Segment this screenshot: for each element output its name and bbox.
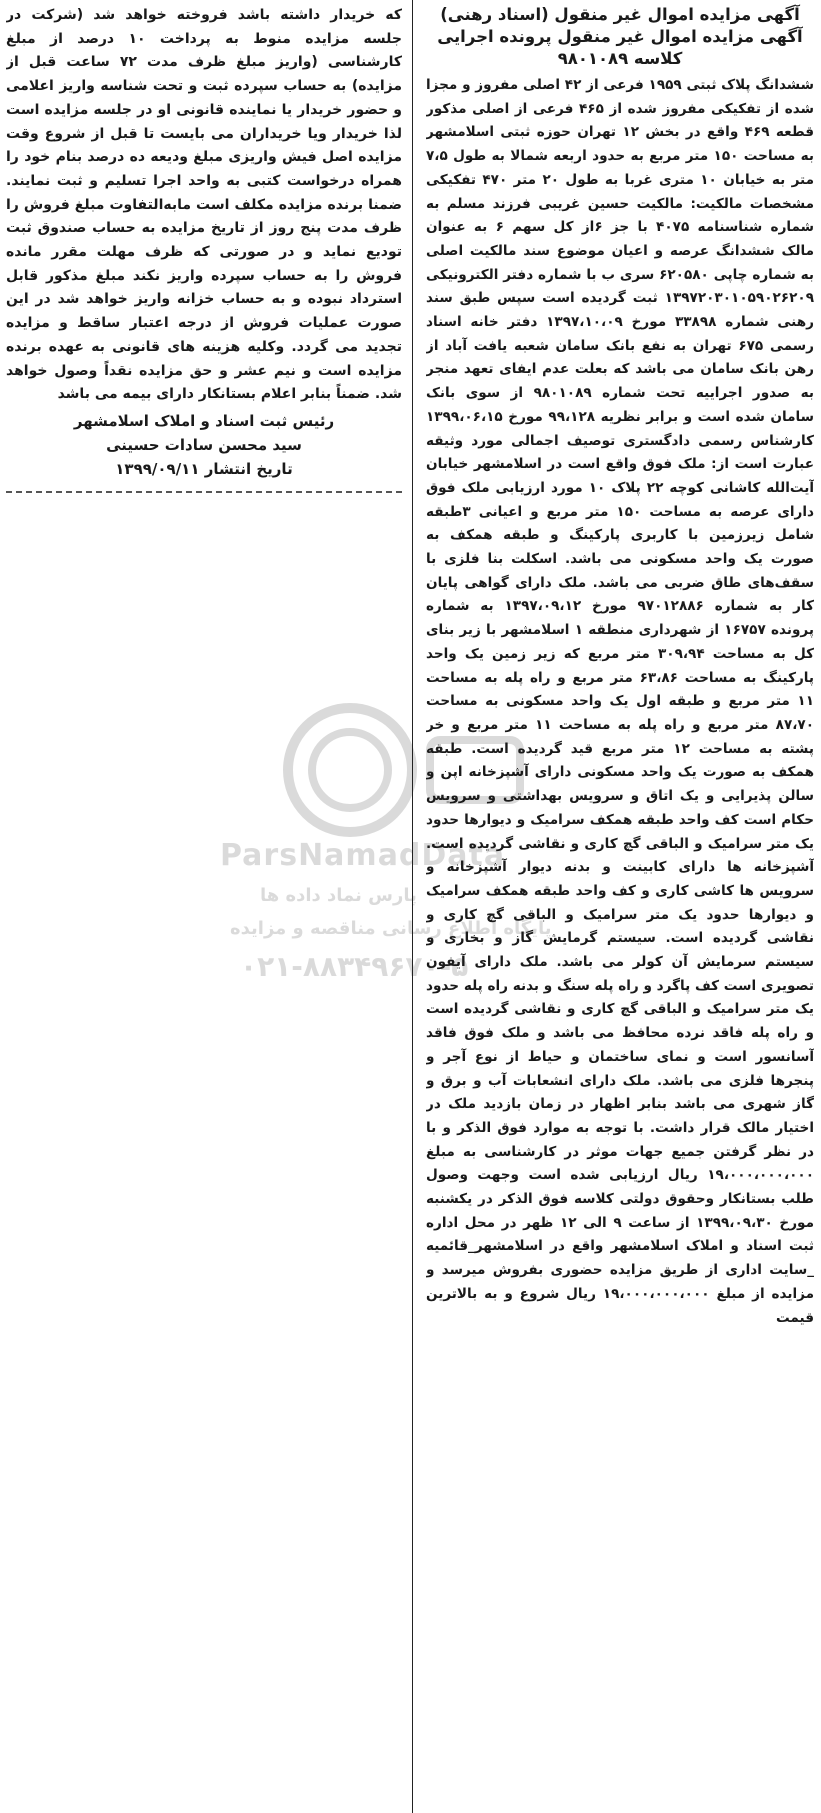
watermark-phone: ۰۲۱-۸۸۳۴۹۶۷۰-۵ bbox=[240, 950, 469, 983]
column-divider bbox=[412, 0, 413, 1813]
watermark-brand: ParsNamadData bbox=[220, 838, 506, 873]
heading-line-1: آگهی مزایده اموال غیر منقول (اسناد رهنی) bbox=[440, 5, 800, 24]
heading-line-3: کلاسه ۹۸۰۱۰۸۹ bbox=[557, 49, 683, 68]
notice-body-right: ششدانگ پلاک ثبتی ۱۹۵۹ فرعی از ۴۲ اصلی مفروز و مجزا شده از تفکیکی مفروز شده از ۴۶۵ فرعی از اصلی مذکور قطعه ۴۶۹ واقع در بخش ۱۲ تهران حوزه ثبتی اسلامشهر به مساحت ۱۵۰ متر مربع به حدود اربعه شمالا به طول ۷،۵ متر به خیابان ۱۰ متری غربا به طول ۲۰ متر ۴۷۰ تفکیکی مشخصات مالکیت: مالکیت حسین غریبی فرزند مسلم به شماره شناسنامه ۴۰۷۵ با جز ۶از کل سهم ۶ به عنوان مالک ششدانگ عرصه و اعیان موضوع سند مالکیت اصلی به شماره چاپی ۶۲۰۵۸۰ سری ب با شماره دفتر الکترونیکی ۱۳۹۷۲۰۳۰۱۰۵۹۰۲۶۲۰۹ ثبت گردیده است سپس طبق سند رهنی شماره ۳۳۸۹۸ مورخ ۱۳۹۷،۱۰،۰۹ دفتر خانه اسناد رسمی ۶۷۵ تهران به نفع بانک سامان شعبه یافت آباد از رهن بانک سامان می باشد که بعلت عدم ایفای تعهد منجر به صدور اجراییه تحت شماره ۹۸۰۱۰۸۹ از سوی بانک سامان شده است و برابر نظریه ۹۹،۱۲۸ مورخ ۱۳۹۹،۰۶،۱۵ کارشناس رسمی دادگستری توصیف اجمالی مورد وثیقه عبارت است از: ملک فوق واقع است در اسلامشهر خیابان آیت‌الله کاشانی کوچه ۲۲ پلاک ۱۰ مورد ارزیابی ملک فوق دارای عرصه به مساحت ۱۵۰ متر مربع و اعیانی ۳طبقه شامل زیرزمین با کاربری پارکینگ و طبقه همکف به صورت یک واحد مسکونی می باشد. اسکلت بنا فلزی با سقف‌های طاق ضربی می باشد. ملک دارای گواهی پایان کار به شماره ۹۷۰۱۲۸۸۶ مورخ ۱۳۹۷،۰۹،۱۲ به شماره پرونده ۱۶۷۵۷ از شهرداری منطقه ۱ اسلامشهر با زیر بنای کل به مساحت ۳۰۹،۹۴ متر مربع که زیر زمین یک واحد پارکینگ به مساحت ۶۳،۸۶ متر مربع و راه پله به مساحت ۱۱ متر مربع و طبقه اول یک واحد مسکونی به مساحت ۸۷،۷۰ متر مربع و راه پله به مساحت ۱۱ متر مربع و خر پشته به مساحت ۱۲ متر مربع قید گردیده است. طبقه همکف به صورت یک واحد مسکونی دارای آشپزخانه اپن و سالن پذیرایی و یک اتاق و سرویس بهداشتی و سرویس حکام است کف واحد طبقه همکف سرامیک و دیوارها حدود یک متر سرامیک و الباقی گچ کاری و نقاشی گردیده است. آشپزخانه ها دارای کابینت و بدنه دیوار آشپزخانه و سرویس ها کاشی کاری و کف واحد طبقه همکف سرامیک و دیوارها حدود یک متر سرامیک و الباقی گچ کاری و نقاشی گردیده است. سیستم گرمایش گاز و بخاری و سیستم سرمایش آن کولر می باشد. ملک دارای آیفون تصویری است کف پاگرد و راه پله سنگ و بدنه راه پله حدود یک متر سرامیک و الباقی گچ کاری و نقاشی گردیده است و راه پله فاقد نرده محافظ می باشد و ملک فوق فاقد آسانسور است و نمای ساختمان و حیاط از نوع آجر و پنجرها فلزی می باشد. ملک دارای انشعابات آب و برق و گاز شهری می باشد بنابر اظهار در زمان بازدید ملک در اختیار مالک قرار داشت. با توجه به موارد فوق الذکر و با در نظر گرفتن جمیع جهات موثر در کارشناسی به مبلغ ۱۹،۰۰۰،۰۰۰،۰۰۰ ریال ارزیابی شده است وجهت وصول طلب بستانکار وحقوق دولتی کلاسه فوق الذکر در یکشنبه مورخ ۱۳۹۹،۰۹،۳۰ از ساعت ۹ الی ۱۲ ظهر در محل اداره ثبت اسناد و املاک اسلامشهر واقع در اسلامشهر_قائمیه _سایت اداری از طریق مزایده حضوری بفروش میرسد و مزایده از مبلغ ۱۹،۰۰۰،۰۰۰،۰۰۰ ریال شروع و به بالاترین قیمت bbox=[426, 77, 814, 1326]
signature-title: رئیس ثبت اسناد و املاک اسلامشهر bbox=[73, 411, 335, 430]
watermark-line-1: پارس نماد داده ها bbox=[260, 885, 417, 906]
signature-block bbox=[6, 409, 402, 481]
watermark-line-2: پایگاه اطلاع رسانی مناقصه و مزایده bbox=[230, 918, 552, 939]
left-column bbox=[6, 4, 402, 493]
notice-heading bbox=[426, 4, 814, 70]
signature-name: سید محسن سادات حسینی bbox=[106, 435, 302, 454]
publish-date: تاریخ انتشار ۱۳۹۹/۰۹/۱۱ bbox=[115, 459, 293, 478]
dashed-divider bbox=[6, 491, 402, 493]
notice-body-left: که خریدار داشته باشد فروخته خواهد شد (شرکت در جلسه مزایده منوط به پرداخت ۱۰ درصد از مبلغ کارشناسی (واریز مبلغ ظرف مدت ۷۲ ساعت قبل از مزایده) به حساب سپرده ثبت و تحت شناسه واریز اعلامی و حضور خریدار یا نماینده قانونی او در جلسه مزایده است لذا خریدار ویا خریداران می بایست تا قبل از شروع وقت مزایده اصل فیش واریزی مبلغ ودیعه ده درصد بنام خود را همراه درخواست کتبی به واحد اجرا تسلیم و ثبت نمایند. ضمنا برنده مزایده مکلف است مابه‌التفاوت مبلغ فروش را ظرف مدت پنج روز از تاریخ مزایده به حساب صندوق ثبت تودیع نماید و در صورتی که ظرف مهلت مقرر مانده فروش را به حساب سپرده واریز نکند مبلغ مذکور قابل استرداد نبوده و به حساب خزانه واریز خواهد شد در این صورت عملیات فروش از درجه اعتبار ساقط و مزایده تجدید می گردد. وکلیه هزینه های قانونی به عهده برنده مزایده است و نیم عشر و حق مزایده نقداً وصول خواهد شد. ضمناً بنابر اعلام بستانکار دارای بیمه می باشد bbox=[6, 7, 402, 403]
heading-line-2: آگهی مزایده اموال غیر منقول پرونده اجرایی bbox=[437, 27, 803, 46]
right-column bbox=[426, 4, 814, 1804]
